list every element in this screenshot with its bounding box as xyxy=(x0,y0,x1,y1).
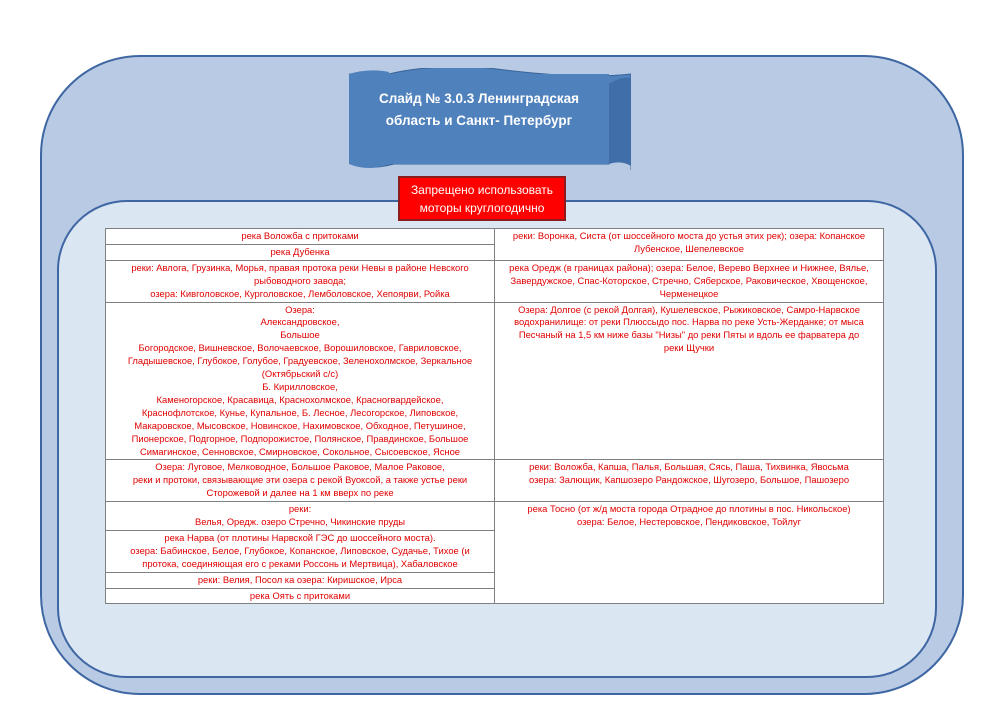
cell-text-line: Озера: xyxy=(285,303,315,315)
cell-text-line: реки: xyxy=(288,503,312,515)
cell-text-line: Черменецкое xyxy=(659,287,719,299)
page-title xyxy=(349,88,609,132)
cell-text-line: Каменогорское, Красавица, Краснохолмское, Красногвардейское, xyxy=(156,393,444,405)
cell-text-line: река Воложба с притоками xyxy=(241,230,359,241)
cell-text-line: Богородское, Вишневское, Волочаевское, Ворошиловское, Гавриловское, xyxy=(138,342,462,354)
table-row xyxy=(106,229,884,245)
cell-text-line: протока, соединяющая его с реками Россонь и Мертвица), Хабаловское xyxy=(142,557,458,569)
cell-text-line: реки Щучки xyxy=(663,342,715,354)
cell-text-line: водохранилище: от реки Плюссыдо пос. Нарва по реке Усть-Жерданке; от мыса xyxy=(514,316,864,328)
right-cell-r2 xyxy=(495,260,884,302)
cell-text-line: озера: Залющик, Капшозеро Рандожское, Шугозеро, Большое, Пашозеро xyxy=(528,474,850,486)
cell-text-line: Сторожевой и далее на 1 км вверх по реке xyxy=(206,487,394,499)
left-cell-r2 xyxy=(106,244,495,260)
warning-line-1: Запрещено использовать xyxy=(410,183,554,197)
cell-text-line: реки и протоки, связывающие эти озера с рекой Вуоксой, а также устье реки xyxy=(132,474,468,486)
left-cell-r8 xyxy=(106,572,495,588)
cell-text-line: Большое xyxy=(280,329,320,341)
table-row xyxy=(106,460,884,502)
cell-text-line: Велья, Оредж. озеро Стречно, Чикинские пруды xyxy=(194,516,406,528)
cell-text-line: озера: Бабинское, Белое, Глубокое, Копанское, Липовское, Судачье, Тихое (и xyxy=(130,544,470,556)
title-line-1: Слайд № 3.0.3 Ленинградская xyxy=(378,91,580,106)
cell-text-line: Лубенское, Шепелевское xyxy=(634,242,744,254)
cell-text-line: озера: Кивголовское, Курголовское, Лемболовское, Хепоярви, Ройка xyxy=(150,287,450,299)
cell-text-line: река Оредж (в границах района); озера: Белое, Верево Верхнее и Нижнее, Вялье, xyxy=(509,261,869,273)
cell-text-line: (Октябрьский с/с) xyxy=(261,368,339,380)
title-banner xyxy=(349,68,631,170)
left-cell-r9 xyxy=(106,588,495,604)
left-cell-r5 xyxy=(106,460,495,502)
left-cell-r1 xyxy=(106,229,495,245)
cell-text-line: река Тосно (от ж/д моста города Отрадное до плотины в пос. Никольское) xyxy=(527,503,851,515)
right-cell-r4 xyxy=(495,302,884,460)
cell-text-line: Пионерское, Подгорное, Подпорожистое, Полянское, Правдинское, Большое xyxy=(131,432,469,444)
left-cell-r4 xyxy=(106,302,495,460)
right-cell-r6 xyxy=(495,502,884,604)
left-cell-r7 xyxy=(106,530,495,572)
cell-text-line: реки: Воронка, Систа (от шоссейного моста до устья этих рек); озера: Копанское xyxy=(512,230,866,241)
cell-text-line: реки: Велия, Посол ка озера: Киришское, Ирса xyxy=(197,573,403,585)
table-row xyxy=(106,502,884,531)
cell-text-line: Б. Кирилловское, xyxy=(262,380,338,392)
right-cell-r5 xyxy=(495,460,884,502)
water-bodies-table xyxy=(105,228,884,604)
table-row xyxy=(106,260,884,302)
cell-text-line: Краснофлотское, Кунье, Купальное, Б. Лесное, Лесогорское, Липовское, xyxy=(141,406,459,418)
cell-text-line: реки: Авлога, Грузинка, Морья, правая протока реки Невы в районе Невского xyxy=(131,261,469,273)
warning-box xyxy=(398,176,566,221)
cell-text-line: Озера: Долгое (с рекой Долгая), Кушелевское, Рыжиковское, Самро-Нарвское xyxy=(518,303,860,315)
cell-text-line: Песчаный на 1,5 км ниже базы "Низы" до реки Пяты и вдоль ее фарватера до xyxy=(518,329,860,341)
title-line-2: область и Санкт- Петербург xyxy=(385,113,573,128)
left-cell-r3 xyxy=(106,260,495,302)
cell-text-line: Гладышевское, Глубокое, Голубое, Градуевское, Зеленохолмское, Зеркальное xyxy=(127,355,473,367)
cell-text-line: Озера: Луговое, Мелководное, Большое Раковое, Малое Раковое, xyxy=(155,461,445,473)
cell-text-line: Завердужское, Спас-Которское, Стречно, Сяберское, Раковическое, Хвощенское, xyxy=(510,274,868,286)
cell-text-line: река Оять с притоками xyxy=(249,589,351,601)
right-cell-r1 xyxy=(495,229,884,261)
cell-text-line: Александровское, xyxy=(260,316,340,328)
cell-text-line: Макаровское, Мысовское, Новинское, Нахимовское, Обходное, Петушиное, xyxy=(134,419,466,431)
cell-text-line: рыбоводного завода; xyxy=(254,274,346,286)
table-row xyxy=(106,302,884,460)
cell-text-line: река Дубенка xyxy=(270,245,330,257)
cell-text-line: озера: Белое, Нестеровское, Пендиковское, Тойлуг xyxy=(576,516,801,528)
cell-text-line: река Нарва (от плотины Нарвской ГЭС до шоссейного моста). xyxy=(164,531,436,543)
warning-line-2: моторы круглогодично xyxy=(419,201,545,215)
left-cell-r6 xyxy=(106,502,495,531)
cell-text-line: Симагинское, Сенновское, Смирновское, Сокольное, Сысоевское, Ясное xyxy=(139,445,461,457)
cell-text-line: реки: Воложба, Капша, Палья, Большая, Сясь, Паша, Тихвинка, Явосьма xyxy=(529,461,849,473)
